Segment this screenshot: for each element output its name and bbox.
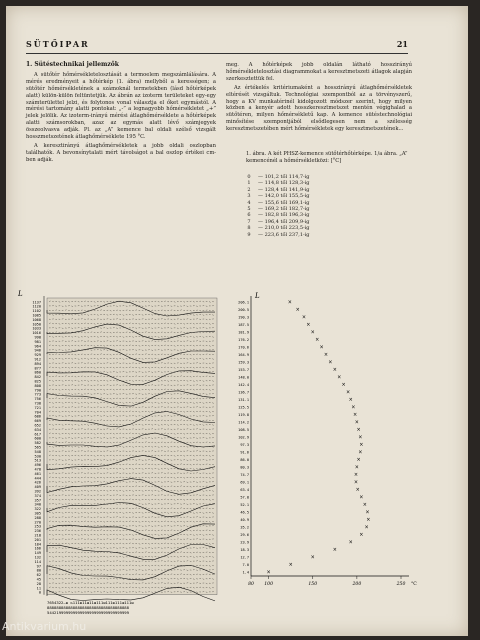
temperature-profile-chart: [221, 290, 421, 590]
legend-range: — 101,2 től 114,7-ig: [258, 174, 310, 180]
heatmap-row-label: 322: [34, 507, 41, 512]
y-tick-label: 91.6: [240, 450, 249, 455]
data-point: ×: [359, 532, 364, 539]
y-tick-label: 176.2: [238, 337, 249, 342]
heatmap-row-label: 45: [36, 577, 41, 582]
data-point: ×: [310, 329, 315, 336]
heatmap-row-label: 1137: [32, 300, 41, 305]
data-point: ×: [359, 494, 364, 501]
data-point: ×: [358, 434, 363, 441]
heatmap-row-label: 357: [34, 498, 41, 503]
data-point: ×: [366, 517, 371, 524]
heatmap-row-label: 964: [34, 344, 41, 349]
heatmap-grid: [47, 298, 217, 595]
paragraph: A sütőtér hőmérsékletelosztását a termoelem megszámlálására. A mérés eredményeit a hőtérkép (1. ábra) mellyből a kerességen; a sütőtér hőmérsékletének a számoknál termetekben (lásd hőtérképek alatt) külön-külön feltüntetjük. Az ábrán az izoterm területeket egy-egy számterülettel jelzi, és folytonos vonal választja el őket egymástól. A mérési tartomány alatti pontokat: „-” a legnagyobb hőmérsékletet „+” jelek jelölik. Az izoterm-irányú mérési átlaghőmérséklete a hőtérképek alatti számsorokban, azaz az egymás alatt lévő számjegyek összeolvasva adják. Pl. az „A” kemence bal oldali szélső vizsgált hosszmetszetének átlaghőmérséklete 195 °C.: [26, 71, 216, 141]
section-title: 1. Sütéstechnikai jellemzők: [26, 61, 119, 68]
y-tick-label: 46.5: [240, 510, 249, 515]
heatmap-row-label: 582: [34, 441, 41, 446]
heatmap-row-label: 565: [34, 445, 41, 450]
y-tick-label: 142.4: [238, 382, 249, 387]
heatmap-row-label: 0: [38, 590, 41, 595]
heatmap-row-label: 201: [34, 537, 41, 542]
heatmap-row-label: 496: [34, 463, 41, 468]
data-point: ×: [365, 509, 370, 516]
heatmap-row-label: 288: [34, 515, 41, 520]
heatmap-row-label: 236: [34, 529, 41, 534]
legend-range: — 196,4 től 209,9-ig: [258, 218, 310, 225]
y-tick-label: 119.8: [238, 412, 249, 417]
heatmap-row-label: 62: [36, 573, 41, 578]
heatmap-row-label: 1068: [32, 317, 41, 322]
y-tick-label: 18.3: [240, 547, 249, 552]
heatmap-row-label: 773: [34, 392, 41, 397]
x-tick-label: 80: [248, 582, 254, 587]
data-point: ×: [353, 472, 359, 479]
legend-symbol: 2: [247, 186, 251, 193]
data-point: ×: [266, 569, 271, 576]
y-tick-label: 35.2: [240, 525, 249, 530]
data-point: ×: [359, 442, 364, 449]
heatmap-row-label: 912: [34, 357, 41, 362]
y-tick-label: 114.2: [238, 420, 249, 425]
heatmap-row-label: 929: [34, 353, 41, 358]
data-point: ×: [332, 547, 337, 554]
heatmap-row-label: 11: [36, 586, 41, 591]
running-title: SÜTŐIPAR: [26, 39, 90, 49]
heatmap-row-label: 340: [34, 502, 41, 507]
data-point: ×: [323, 352, 329, 359]
data-point: ×: [332, 367, 337, 374]
right-text-column: [226, 62, 412, 135]
legend-symbol: 8: [247, 225, 251, 232]
heatmap-row-label: 1033: [32, 326, 41, 331]
y-tick-label: 57.8: [240, 495, 249, 500]
page-header: [26, 39, 408, 54]
legend-range: — 210,0 től 223,5-ig: [258, 225, 310, 232]
heatmap-row-label: 218: [34, 533, 41, 538]
legend-symbol: 4: [247, 199, 251, 206]
legend-symbol: 7: [247, 218, 251, 225]
legend-range: — 169,2 től 182,7-ig: [258, 206, 310, 213]
heatmap-row-label: 426: [34, 480, 41, 485]
data-point: ×: [355, 487, 360, 494]
y-tick-label: 63.4: [240, 487, 249, 492]
heatmap-row-label: 478: [34, 467, 41, 472]
legend-range: — 155,6 től 169,1-ig: [258, 199, 310, 206]
heatmap-row-label: 374: [34, 493, 41, 498]
y-tick-label: 86.0: [240, 457, 249, 462]
heatmap-row-label: 1085: [32, 313, 41, 318]
x-tick-label: 200: [352, 582, 362, 587]
y-tick-label: 125.5: [238, 405, 249, 410]
figure-caption: 1. ábra. A két PHSZ-kemence sütőtérhőtérképe. 1/a ábra. „A” kemencénél a hőmérsékletközi: [°C]: [246, 151, 408, 164]
heatmap-row-label: 409: [34, 485, 41, 490]
x-tick-label: 250: [396, 582, 406, 587]
heatmap-row-label: 860: [34, 370, 41, 375]
heatmap-row-label: 114: [34, 559, 41, 564]
heatmap-row-label: 270: [34, 520, 41, 525]
heatmap-row-label: 530: [34, 454, 41, 459]
data-point: ×: [364, 524, 369, 531]
heatmap-row-label: 461: [34, 471, 41, 476]
data-point: ×: [362, 502, 367, 509]
y-tick-label: 12.7: [240, 555, 249, 560]
data-point: ×: [287, 299, 292, 306]
heatmap-row-label: 704: [34, 410, 41, 415]
heatmap: [14, 290, 224, 624]
x-tick-label: 150: [308, 582, 318, 587]
legend-range: — 128,4 től 141,9-ig: [258, 186, 310, 193]
y-tick-label: 148.0: [238, 375, 249, 380]
heatmap-row-label: 652: [34, 423, 41, 428]
book-page: [6, 6, 468, 636]
heatmap-row-label: 253: [34, 524, 41, 529]
data-point: ×: [356, 457, 361, 464]
heatmap-row-label: 634: [34, 427, 41, 432]
data-point: ×: [328, 359, 333, 366]
y-tick-label: 80.3: [240, 465, 249, 470]
paragraph: meg. A hőtérképek jobb oldalán látható hosszirányú hőmérsékletelosztási diagrammokat a keresztmetszeti átlagok alapján szerkesztettük fel.: [226, 62, 412, 82]
heatmap-row-label: 97: [36, 564, 41, 569]
heatmap-row-label: 80: [36, 568, 41, 573]
data-point: ×: [315, 337, 320, 344]
data-point: ×: [358, 449, 363, 456]
legend-symbol: 9: [247, 231, 251, 238]
heatmap-row-label: 28: [36, 581, 41, 586]
heatmap-row-label: 184: [34, 542, 41, 547]
data-point: ×: [345, 389, 351, 396]
data-point: ×: [301, 314, 307, 321]
heatmap-row-label: 981: [34, 339, 41, 344]
y-tick-label: 29.6: [240, 532, 249, 537]
legend-row: [244, 232, 414, 238]
legend-symbol: 5: [247, 206, 251, 213]
heatmap-axis-label: L: [18, 290, 23, 298]
y-tick-label: 1.4: [242, 570, 249, 575]
heatmap-row-label: 600: [34, 436, 41, 441]
data-point: ×: [306, 322, 311, 329]
heatmap-row-label: 842: [34, 375, 41, 380]
heatmap-row-label: 617: [34, 432, 41, 437]
data-point: ×: [337, 374, 342, 381]
legend-symbol: 6: [247, 212, 251, 219]
heatmap-row-label: 738: [34, 401, 41, 406]
y-tick-label: 181.9: [238, 330, 249, 335]
legend-range: — 114,8 től 128,3-ig: [258, 180, 310, 187]
legend-range: — 182,8 től 196,3-ig: [258, 212, 310, 219]
y-tick-label: 7.0: [242, 562, 249, 567]
y-tick-label: 131.1: [238, 397, 249, 402]
heatmap-row-label: 548: [34, 449, 41, 454]
legend-symbol: 3: [247, 193, 251, 200]
heatmap-footer-line: 88888888888888888888888888888888888: [47, 604, 129, 610]
heatmap-row-label: 669: [34, 419, 41, 424]
data-point: ×: [356, 427, 361, 434]
y-tick-label: 187.5: [238, 322, 249, 327]
y-tick-label: 190.3: [238, 315, 249, 320]
y-tick-label: 23.9: [240, 540, 249, 545]
heatmap-row-label: 1016: [32, 331, 41, 336]
y-tick-label: 206.1: [238, 300, 249, 305]
y-tick-label: 153.7: [238, 367, 249, 372]
x-tick-label: 100: [264, 582, 274, 587]
y-tick-label: 102.9: [238, 435, 249, 440]
data-point: ×: [354, 419, 359, 426]
y-tick-label: 52.1: [240, 502, 249, 507]
heatmap-row-label: 149: [34, 551, 41, 556]
data-point: ×: [341, 382, 346, 389]
legend-symbol: 1: [247, 180, 251, 187]
paragraph: A keresztirányú átlaghőmérsékletek a jobb oldali oszlopban találhatók. A bevonsínytalati mért távolságot a bal oszlop értékei cm-ben adják.: [26, 142, 216, 163]
data-point: ×: [353, 412, 358, 419]
legend-range: — 142,0 től 155,5-ig: [258, 193, 310, 200]
data-point: ×: [319, 344, 324, 351]
heatmap-row-label: 1102: [32, 309, 41, 314]
heatmap-row-label: 756: [34, 397, 41, 402]
y-tick-label: 164.9: [238, 352, 249, 357]
heatmap-row-label: 1050: [32, 322, 41, 327]
heatmap-row-label: 998: [34, 335, 41, 340]
heatmap-row-label: 166: [34, 546, 41, 551]
y-tick-label: 69.1: [240, 480, 249, 485]
y-tick-label: 136.7: [238, 390, 249, 395]
y-tick-label: 97.3: [240, 442, 249, 447]
data-point: ×: [288, 562, 293, 569]
legend-symbol: 0: [247, 174, 251, 180]
heatmap-row-label: 305: [34, 511, 41, 516]
y-tick-label: 108.5: [238, 427, 249, 432]
y-tick-label: 74.7: [240, 472, 249, 477]
data-point: ×: [310, 554, 315, 561]
y-tick-label: 170.6: [238, 345, 249, 350]
data-point: ×: [295, 307, 300, 314]
data-point: ×: [348, 539, 353, 546]
heatmap-footer-line: 7654322—ш ь111ш11ш11ш111ш111ш111ш111ш: [47, 599, 134, 605]
data-point: ×: [348, 397, 353, 404]
data-point: ×: [351, 404, 356, 411]
heatmap-row-label: 686: [34, 414, 41, 419]
legend: [244, 174, 414, 238]
y-tick-label: 159.3: [238, 360, 249, 365]
heatmap-row-label: 444: [34, 476, 41, 481]
heatmap-footer-line: 54421999999999999999999999999999999: [47, 609, 129, 615]
legend-range: — 223,6 től 237,1-ig: [258, 231, 310, 238]
y-tick-label: 40.9: [240, 517, 249, 522]
unit-label: °C: [411, 582, 417, 587]
paragraph: Az értékelés kritériumaként a hosszirányú átlaghőmérsékletek eltérését vizsgáltuk. Technológiai szempontból az a törvényszerű, hogy a KV munkatérinél kidolgozott módszer szerint, hogy milyen közben a kenyér adott hosszkeresztmetszet mentén végighalad a sütőtéren, milyen hőmérsékletű kap. A kemence sütéstechnológiai minősítése szempontjából elsődlegesen nem a szélesség keresztmetszetében mért hőmérsékletek egy keresztmetszetének...: [226, 84, 412, 133]
left-text-column: [26, 62, 216, 166]
data-point: ×: [353, 479, 359, 486]
y-tick-label: 200.5: [238, 307, 249, 312]
heatmap-row-label: 877: [34, 366, 41, 371]
heatmap-row-label: 1120: [32, 304, 41, 309]
heatmap-row-label: 825: [34, 379, 41, 384]
heatmap-row-label: 790: [34, 388, 41, 393]
data-point: ×: [354, 464, 359, 471]
axis-symbol: L: [255, 292, 260, 300]
heatmap-row-label: 894: [34, 361, 41, 366]
heatmap-row-label: 513: [34, 458, 41, 463]
watermark: Antikvarium.hu: [2, 620, 87, 633]
heatmap-row-label: 132: [34, 555, 41, 560]
heatmap-row-label: 392: [34, 489, 41, 494]
page-number: 21: [396, 39, 408, 49]
heatmap-row-label: 808: [34, 383, 41, 388]
heatmap-row-label: 946: [34, 348, 41, 353]
heatmap-row-label: 721: [34, 405, 41, 410]
